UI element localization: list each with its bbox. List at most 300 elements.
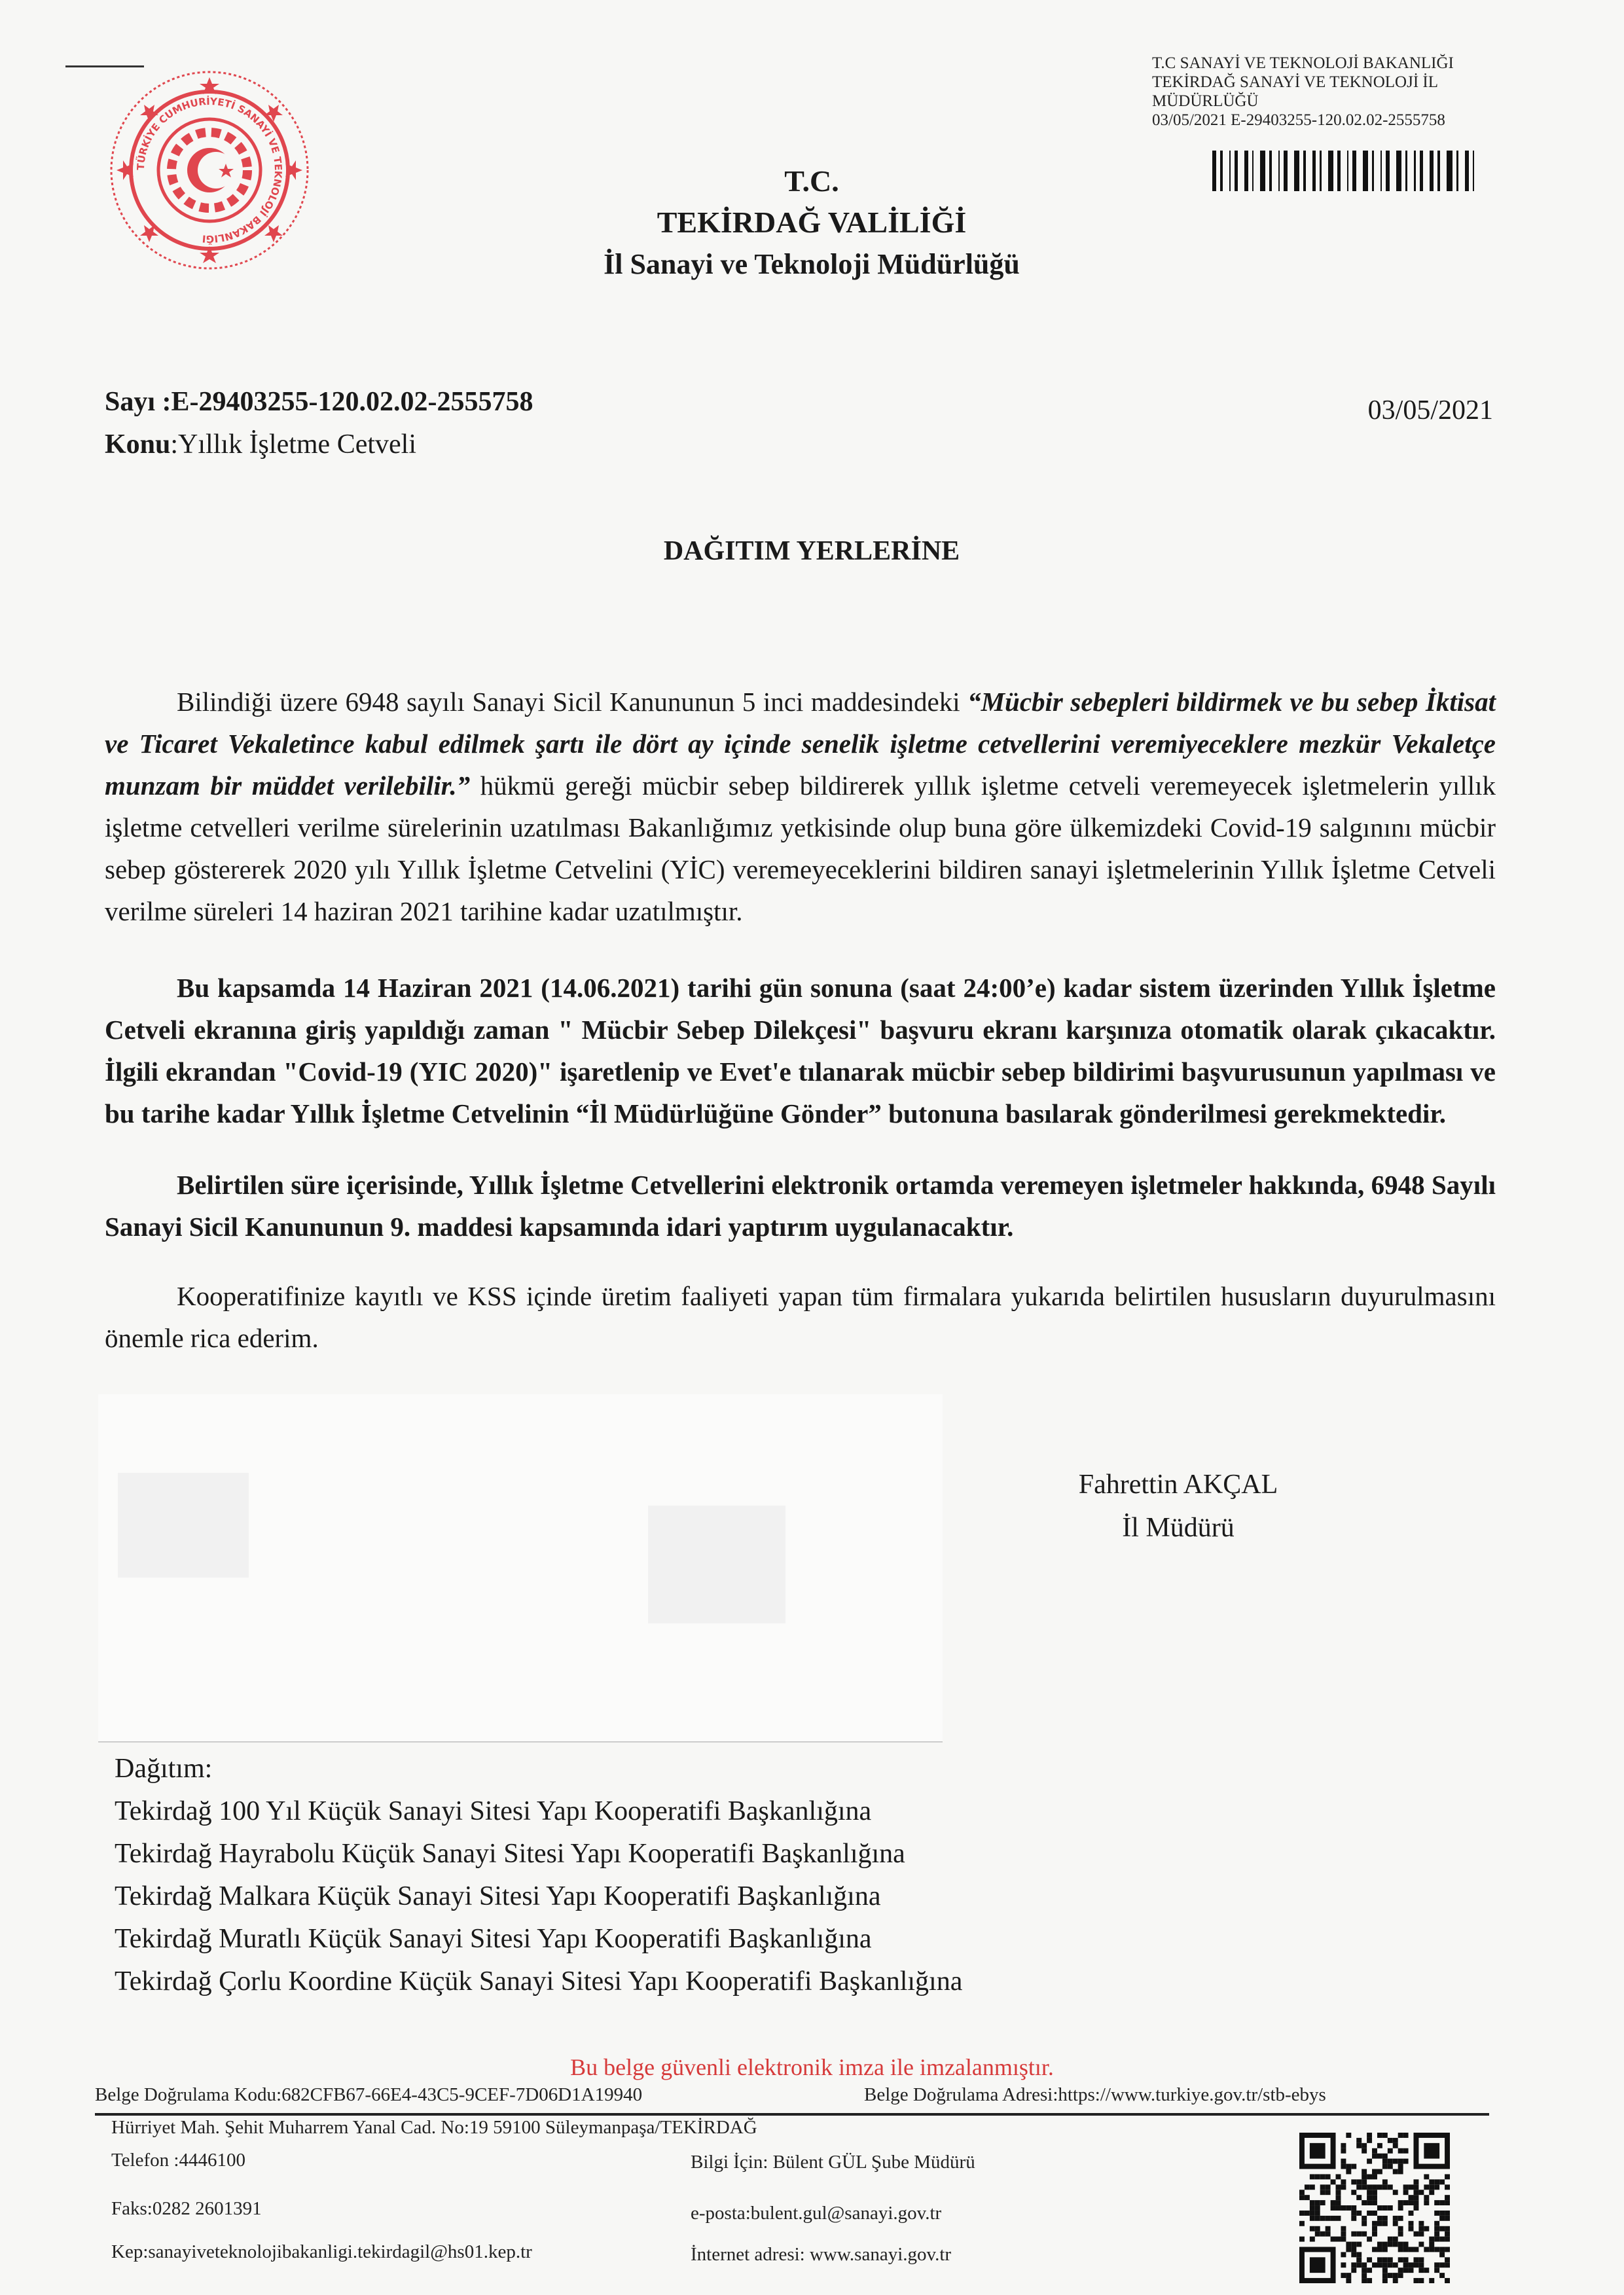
qr-module — [1362, 2216, 1367, 2221]
qr-module — [1424, 2174, 1429, 2179]
barcode-bar — [1447, 151, 1453, 191]
qr-module — [1429, 2242, 1434, 2247]
paragraph-1-quote: “Mücbir sebepleri bildirmek ve bu sebep İktisat ve Ticaret Vekaletince kabul edilmek şartı ile dört ay içinde senelik işletme cetvellerini veremiyeceklere mezkür Vekaletçe munzam bir müddet verilebilir.” — [105, 687, 1496, 801]
barcode-bar — [1235, 151, 1238, 191]
qr-module — [1429, 2278, 1434, 2283]
qr-module — [1356, 2262, 1362, 2268]
qr-module — [1434, 2179, 1439, 2184]
qr-module — [1439, 2262, 1445, 2268]
paragraph-4-text: Kooperatifinize kayıtlı ve KSS içinde üretim faaliyeti yapan tüm firmalara yukarıda belirtilen hususların duyurulmasını önemle rica ederim. — [105, 1281, 1496, 1353]
qr-module — [1439, 2200, 1445, 2205]
qr-module — [1434, 2184, 1439, 2190]
qr-module — [1310, 2174, 1315, 2179]
header-directorate: İl Sanayi ve Teknoloji Müdürlüğü — [604, 248, 1020, 280]
header-country: T.C. — [784, 164, 839, 198]
qr-module — [1310, 2205, 1315, 2211]
qr-module — [1310, 2211, 1315, 2216]
qr-module — [1388, 2242, 1393, 2247]
qr-module — [1418, 2262, 1424, 2268]
qr-module — [1315, 2174, 1320, 2179]
qr-module — [1398, 2200, 1403, 2205]
paragraph-1-intro: Bilindiği üzere 6948 sayılı Sanayi Sicil Kanununun 5 inci maddesindeki — [177, 687, 968, 717]
verification-line — [95, 2084, 1470, 2106]
qr-module — [1398, 2159, 1403, 2164]
qr-module — [1299, 2211, 1305, 2216]
qr-module — [1351, 2216, 1356, 2221]
document-stamp — [1152, 54, 1519, 130]
qr-module — [1356, 2257, 1362, 2262]
qr-module — [1336, 2216, 1341, 2221]
qr-module — [1351, 2252, 1356, 2257]
qr-module — [1445, 2226, 1450, 2232]
qr-module — [1445, 2184, 1450, 2190]
qr-module — [1439, 2252, 1445, 2257]
qr-module — [1372, 2174, 1377, 2179]
footer-phone: Telefon :4446100 — [111, 2150, 245, 2171]
qr-module — [1439, 2216, 1445, 2221]
qr-module — [1377, 2221, 1382, 2226]
qr-module — [1398, 2216, 1403, 2221]
qr-module — [1388, 2164, 1393, 2169]
qr-module — [1351, 2242, 1356, 2247]
qr-module — [1346, 2133, 1351, 2138]
qr-module — [1367, 2190, 1372, 2195]
qr-module — [1445, 2262, 1450, 2268]
qr-module — [1439, 2237, 1445, 2242]
qr-module — [1398, 2226, 1403, 2232]
qr-module — [1418, 2190, 1424, 2195]
qr-module — [1409, 2247, 1414, 2252]
qr-module — [1315, 2205, 1320, 2211]
qr-module — [1326, 2226, 1331, 2232]
qr-module — [1356, 2232, 1362, 2237]
qr-module — [1356, 2184, 1362, 2190]
barcode — [1212, 151, 1481, 191]
qr-module — [1377, 2216, 1382, 2221]
qr-module — [1434, 2226, 1439, 2232]
qr-module — [1326, 2190, 1331, 2195]
qr-module — [1351, 2164, 1356, 2169]
qr-module — [1299, 2195, 1305, 2200]
qr-module — [1413, 2205, 1418, 2211]
qr-module — [1351, 2232, 1356, 2237]
qr-module — [1310, 2257, 1326, 2273]
qr-module — [1393, 2278, 1398, 2283]
barcode-bar — [1430, 151, 1434, 191]
qr-module — [1351, 2190, 1356, 2195]
qr-module — [1372, 2226, 1377, 2232]
qr-module — [1413, 2195, 1418, 2200]
qr-module — [1429, 2190, 1434, 2195]
qr-module — [1393, 2143, 1398, 2148]
qr-module — [1382, 2257, 1388, 2262]
konu-line — [105, 429, 416, 460]
qr-module — [1424, 2143, 1439, 2159]
qr-module — [1356, 2252, 1362, 2257]
barcode-bar — [1372, 151, 1374, 191]
qr-module — [1356, 2143, 1362, 2148]
qr-module — [1439, 2226, 1445, 2232]
qr-module — [1305, 2195, 1310, 2200]
qr-module — [1362, 2273, 1367, 2278]
qr-module — [1310, 2200, 1315, 2205]
signer-name: Fahrettin AKÇAL — [1078, 1470, 1278, 1500]
qr-module — [1372, 2262, 1377, 2268]
barcode-bar — [1303, 151, 1305, 191]
qr-module — [1382, 2268, 1388, 2273]
qr-module — [1382, 2184, 1388, 2190]
qr-module — [1341, 2184, 1346, 2190]
qr-module — [1413, 2247, 1418, 2252]
tape-mark — [648, 1506, 785, 1623]
qr-module — [1393, 2138, 1398, 2143]
qr-module — [1367, 2174, 1372, 2179]
qr-module — [1393, 2273, 1398, 2278]
qr-module — [1299, 2237, 1305, 2242]
qr-module — [1445, 2216, 1450, 2221]
qr-module — [1362, 2200, 1367, 2205]
barcode-bar — [1414, 151, 1415, 191]
qr-module — [1409, 2195, 1414, 2200]
qr-module — [1393, 2242, 1398, 2247]
qr-module — [1409, 2262, 1414, 2268]
qr-module — [1434, 2237, 1439, 2242]
qr-module — [1351, 2247, 1356, 2252]
qr-module — [1346, 2273, 1351, 2278]
qr-module — [1413, 2278, 1418, 2283]
qr-module — [1434, 2200, 1439, 2205]
qr-module — [1331, 2216, 1336, 2221]
qr-module — [1393, 2221, 1398, 2226]
qr-module — [1413, 2232, 1418, 2237]
barcode-bar — [1405, 151, 1407, 191]
qr-module — [1393, 2262, 1398, 2268]
qr-module — [1351, 2205, 1356, 2211]
barcode-bar — [1465, 151, 1469, 191]
qr-module — [1424, 2184, 1429, 2190]
qr-module — [1398, 2133, 1403, 2138]
qr-module — [1346, 2164, 1351, 2169]
qr-module — [1413, 2184, 1418, 2190]
qr-module — [1434, 2247, 1439, 2252]
barcode-bar — [1337, 151, 1341, 191]
distribution-item: Tekirdağ Muratlı Küçük Sanayi Sitesi Yapı Kooperatifi Başkanlığına — [115, 1924, 872, 1954]
qr-module — [1367, 2211, 1372, 2216]
paragraph-2 — [105, 967, 1496, 1134]
qr-module — [1424, 2195, 1429, 2200]
qr-module — [1418, 2257, 1424, 2262]
qr-module — [1382, 2242, 1388, 2247]
qr-module — [1326, 2216, 1331, 2221]
qr-module — [1388, 2138, 1393, 2143]
qr-module — [1341, 2232, 1346, 2237]
qr-module — [1362, 2262, 1367, 2268]
qr-module — [1398, 2232, 1403, 2237]
qr-module — [1382, 2278, 1388, 2283]
qr-module — [1413, 2200, 1418, 2205]
qr-module — [1372, 2184, 1377, 2190]
paragraph-2-text: Bu kapsamda 14 Haziran 2021 (14.06.2021) tarihi gün sonuna (saat 24:00’e) kadar sistem üzerinden Yıllık İşletme Cetveli ekranına giriş yapıldığı zaman " Mücbir Sebep Dilekçesi" başvuru ekranı karşınıza otomatik olarak çıkacaktır. İlgili ekrandan "Covid-19 (YIC 2020)" işaretlenip ve Evet'e tılanarak mücbir sebep bildirimi başvurusunun yapılması ve bu tarihe kadar Yıllık İşletme Cetvelinin “İl Müdürlüğüne Gönder” butonuna basılarak gönderilmesi gerekmektedir. — [105, 973, 1496, 1129]
qr-module — [1341, 2273, 1346, 2278]
qr-module — [1393, 2237, 1398, 2242]
qr-module — [1445, 2257, 1450, 2262]
qr-module — [1382, 2164, 1388, 2169]
qr-module — [1367, 2184, 1372, 2190]
qr-module — [1434, 2268, 1439, 2273]
qr-module — [1413, 2257, 1418, 2262]
barcode-bar — [1294, 151, 1300, 191]
qr-module — [1346, 2247, 1351, 2252]
header-governorship: TEKİRDAĞ VALİLİĞİ — [657, 206, 967, 239]
distribution-item: Tekirdağ Malkara Küçük Sanayi Sitesi Yapı Kooperatifi Başkanlığına — [115, 1881, 881, 1911]
qr-module — [1398, 2169, 1403, 2175]
qr-module — [1356, 2138, 1362, 2143]
qr-module — [1382, 2133, 1388, 2138]
qr-module — [1320, 2190, 1326, 2195]
paragraph-3-text: Belirtilen süre içerisinde, Yıllık İşletme Cetvellerini elektronik ortamda veremeyen işletmeler hakkında, 6948 Sayılı Sanayi Sicil Kanununun 9. maddesi kapsamında idari yaptırım uygulanacaktır. — [105, 1170, 1496, 1242]
esign-note: Bu belge güvenli elektronik imza ile imzalanmıştır. — [570, 2054, 1054, 2080]
qr-module — [1434, 2221, 1439, 2226]
qr-module — [1362, 2169, 1367, 2175]
qr-module — [1398, 2148, 1403, 2154]
barcode-bar — [1252, 151, 1254, 191]
qr-module — [1320, 2184, 1326, 2190]
qr-module — [1382, 2159, 1388, 2164]
qr-module — [1439, 2211, 1445, 2216]
qr-module — [1388, 2205, 1393, 2211]
qr-module — [1424, 2226, 1429, 2232]
qr-module — [1445, 2195, 1450, 2200]
qr-module — [1346, 2205, 1351, 2211]
qr-module — [1310, 2226, 1315, 2232]
qr-module — [1331, 2205, 1336, 2211]
qr-module — [1310, 2184, 1315, 2190]
qr-module — [1393, 2169, 1398, 2175]
qr-module — [1382, 2179, 1388, 2184]
qr-module — [1429, 2184, 1434, 2190]
distribution-item: Tekirdağ 100 Yıl Küçük Sanayi Sitesi Yapı Kooperatifi Başkanlığına — [115, 1796, 872, 1826]
qr-module — [1429, 2247, 1434, 2252]
qr-module — [1367, 2268, 1372, 2273]
qr-module — [1372, 2221, 1377, 2226]
qr-module — [1346, 2242, 1351, 2247]
qr-module — [1382, 2205, 1388, 2211]
footer-web: İnternet adresi: www.sanayi.gov.tr — [691, 2244, 952, 2265]
qr-module — [1382, 2262, 1388, 2268]
qr-module — [1367, 2257, 1372, 2262]
barcode-bar — [1380, 151, 1382, 191]
qr-module — [1320, 2174, 1326, 2179]
qr-module — [1362, 2143, 1367, 2148]
qr-module — [1356, 2211, 1362, 2216]
paragraph-1-rest: hükmü gereği mücbir sebep bildirerek yıllık işletme cetveli veremeyecek işletmelerin yıllık işletme cetvelleri verilme sürelerinin uzatılması Bakanlığımız yetkisinde olup buna göre ülkemizdeki Covid-19 salgınını mücbir sebep göstererek 2020 yılı Yıllık İşletme Cetvelini (YİC) veremeyeceklerini bildiren sanayi işletmelerinin Yıllık İşletme Cetveli verilme süreleri 14 haziran 2021 tarihine kadar uzatılmıştır. — [105, 770, 1496, 926]
qr-module — [1413, 2190, 1418, 2195]
qr-module — [1409, 2221, 1414, 2226]
distribution-item: Tekirdağ Hayrabolu Küçük Sanayi Sitesi Yapı Kooperatifi Başkanlığına — [115, 1839, 905, 1869]
footer-divider — [95, 2113, 1489, 2116]
qr-module — [1388, 2257, 1393, 2262]
qr-module — [1409, 2226, 1414, 2232]
qr-module — [1382, 2247, 1388, 2252]
qr-module — [1367, 2133, 1372, 2138]
qr-module — [1377, 2205, 1382, 2211]
qr-module — [1320, 2200, 1326, 2205]
qr-module — [1372, 2247, 1377, 2252]
qr-module — [1341, 2252, 1346, 2257]
sayi-value: :E-29403255-120.02.02-2555758 — [162, 387, 533, 417]
signature-block — [1021, 1463, 1335, 1549]
qr-module — [1388, 2159, 1393, 2164]
qr-module — [1393, 2216, 1398, 2221]
qr-module — [1336, 2184, 1341, 2190]
qr-module — [1299, 2190, 1305, 2195]
footer-email: e-posta:bulent.gul@sanayi.gov.tr — [691, 2203, 942, 2224]
qr-module — [1351, 2179, 1356, 2184]
qr-module — [1341, 2164, 1346, 2169]
qr-module — [1413, 2179, 1418, 2184]
footer-kep: Kep:sanayiveteknolojibakanligi.tekirdagil@hs01.kep.tr — [111, 2241, 532, 2262]
barcode-bar — [1320, 151, 1321, 191]
qr-module — [1388, 2184, 1393, 2190]
qr-module — [1346, 2169, 1351, 2175]
qr-module — [1315, 2211, 1320, 2216]
qr-module — [1326, 2232, 1331, 2237]
qr-module — [1377, 2247, 1382, 2252]
qr-module — [1409, 2211, 1414, 2216]
qr-module — [1315, 2200, 1320, 2205]
qr-module — [1356, 2195, 1362, 2200]
qr-module — [1367, 2200, 1372, 2205]
qr-module — [1403, 2200, 1409, 2205]
barcode-bar — [1312, 151, 1316, 191]
qr-module — [1418, 2221, 1424, 2226]
distribution-list — [115, 1748, 962, 2003]
qr-module — [1424, 2268, 1429, 2273]
qr-module — [1336, 2190, 1341, 2195]
qr-module — [1403, 2247, 1409, 2252]
qr-module — [1445, 2278, 1450, 2283]
qr-module — [1310, 2237, 1315, 2242]
barcode-bar — [1473, 151, 1474, 191]
stamp-line-4: 03/05/2021 E-29403255-120.02.02-2555758 — [1152, 111, 1445, 129]
qr-module — [1439, 2247, 1445, 2252]
qr-module — [1336, 2205, 1341, 2211]
qr-module — [1439, 2273, 1445, 2278]
qr-module — [1418, 2278, 1424, 2283]
barcode-bar — [1456, 151, 1458, 191]
qr-module — [1341, 2226, 1346, 2232]
qr-module — [1377, 2169, 1382, 2175]
qr-module — [1409, 2184, 1414, 2190]
qr-module — [1377, 2257, 1382, 2262]
qr-module — [1362, 2174, 1367, 2179]
qr-module — [1418, 2226, 1424, 2232]
stamp-line-3: MÜDÜRLÜĞÜ — [1152, 92, 1259, 110]
qr-module — [1403, 2159, 1409, 2164]
qr-module — [1382, 2154, 1388, 2159]
qr-module — [1434, 2232, 1439, 2237]
qr-module — [1429, 2179, 1434, 2184]
qr-module — [1377, 2262, 1382, 2268]
qr-module — [1434, 2262, 1439, 2268]
qr-module — [1403, 2190, 1409, 2195]
qr-module — [1393, 2159, 1398, 2164]
barcode-bar — [1244, 151, 1248, 191]
qr-module — [1367, 2138, 1372, 2143]
qr-module — [1356, 2179, 1362, 2184]
qr-module — [1403, 2133, 1409, 2138]
stamp-line-1: T.C SANAYİ VE TEKNOLOJİ BAKANLIĞI — [1152, 54, 1454, 72]
barcode-bar — [1269, 151, 1271, 191]
qr-module — [1424, 2247, 1429, 2252]
tape-mark — [118, 1473, 249, 1578]
qr-module — [1409, 2268, 1414, 2273]
qr-module — [1351, 2211, 1356, 2216]
qr-module — [1377, 2143, 1382, 2148]
qr-code — [1299, 2133, 1450, 2283]
qr-module — [1398, 2273, 1403, 2278]
sayi-line — [105, 386, 533, 418]
qr-module — [1398, 2247, 1403, 2252]
qr-module — [1418, 2268, 1424, 2273]
qr-module — [1424, 2200, 1429, 2205]
qr-module — [1310, 2216, 1315, 2221]
qr-module — [1341, 2262, 1346, 2268]
qr-module — [1382, 2273, 1388, 2278]
qr-module — [1341, 2159, 1346, 2164]
paragraph-4 — [105, 1275, 1496, 1359]
qr-module — [1403, 2262, 1409, 2268]
verification-address: Belge Doğrulama Adresi:https://www.turkiye.gov.tr/stb-ebys — [864, 2084, 1326, 2105]
qr-module — [1403, 2148, 1409, 2154]
barcode-bar — [1328, 151, 1333, 191]
footer-address: Hürriyet Mah. Şehit Muharrem Yanal Cad. No:19 59100 Süleymanpaşa/TEKİRDAĞ — [111, 2117, 757, 2138]
qr-module — [1336, 2200, 1341, 2205]
qr-module — [1434, 2211, 1439, 2216]
qr-module — [1445, 2247, 1450, 2252]
qr-module — [1403, 2184, 1409, 2190]
qr-module — [1341, 2148, 1346, 2154]
qr-module — [1331, 2237, 1336, 2242]
qr-module — [1362, 2179, 1367, 2184]
qr-module — [1305, 2211, 1310, 2216]
qr-module — [1413, 2262, 1418, 2268]
qr-module — [1367, 2159, 1372, 2164]
barcode-bar — [1352, 151, 1356, 191]
qr-module — [1326, 2184, 1331, 2190]
qr-module — [1320, 2232, 1326, 2237]
ministry-logo — [105, 65, 314, 275]
qr-module — [1377, 2184, 1382, 2190]
qr-module — [1351, 2262, 1356, 2268]
barcode-bar — [1278, 151, 1280, 191]
qr-module — [1445, 2174, 1450, 2179]
qr-module — [1362, 2148, 1367, 2154]
barcode-bar — [1363, 151, 1368, 191]
qr-module — [1382, 2221, 1388, 2226]
qr-module — [1372, 2211, 1377, 2216]
qr-module — [1367, 2278, 1372, 2283]
paragraph-3 — [105, 1164, 1496, 1248]
qr-module — [1445, 2211, 1450, 2216]
qr-module — [1310, 2143, 1326, 2159]
qr-module — [1429, 2237, 1434, 2242]
qr-module — [1341, 2205, 1346, 2211]
qr-module — [1315, 2216, 1320, 2221]
qr-module — [1305, 2184, 1310, 2190]
qr-module — [1336, 2237, 1341, 2242]
qr-module — [1336, 2174, 1341, 2179]
